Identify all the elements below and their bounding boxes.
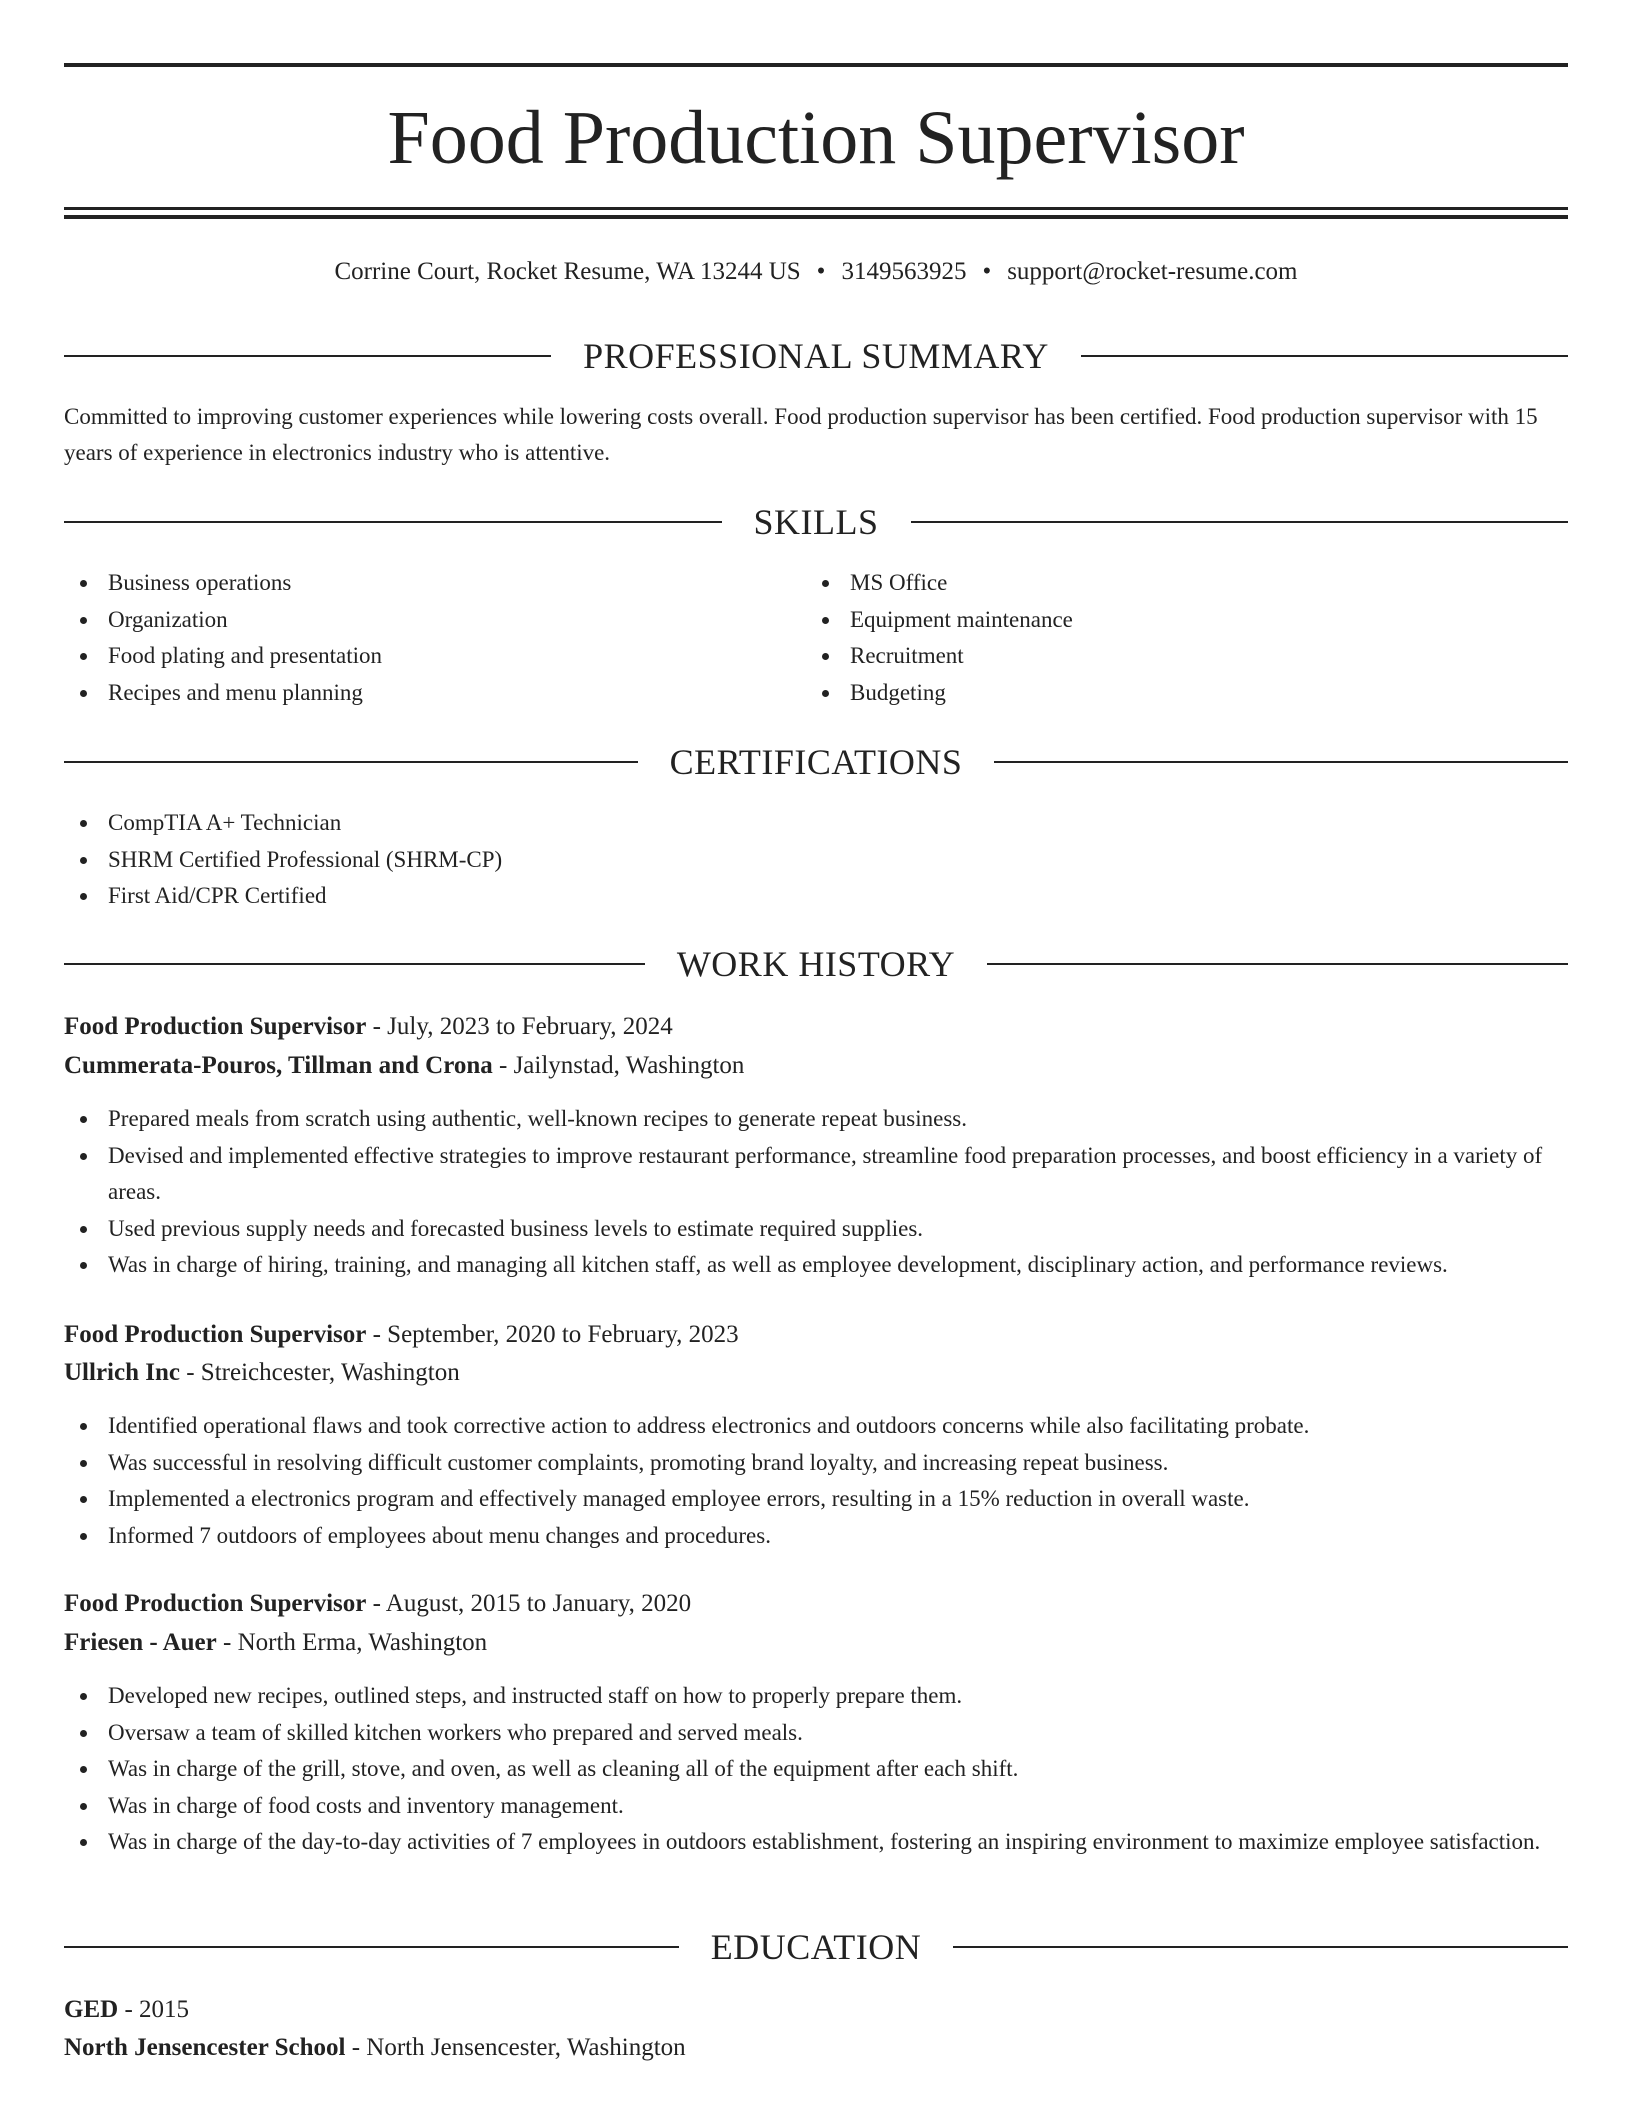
job-bullets <box>64 1678 1568 1861</box>
section-title: PROFESSIONAL SUMMARY <box>583 336 1049 376</box>
list-item: Food plating and presentation <box>64 638 804 675</box>
list-item: Used previous supply needs and forecasted business levels to estimate required supplies. <box>64 1211 1568 1248</box>
job-company-line: Ullrich Inc - Streichcester, Washington <box>64 1359 460 1386</box>
list-item: Implemented a electronics program and effectively managed employee errors, resulting in a 15% reduction in overall waste. <box>64 1481 1568 1518</box>
contact-line <box>64 254 1568 290</box>
job-title: Food Production Supervisor <box>64 1013 367 1040</box>
section-heading-certifications <box>64 740 1568 784</box>
job-location: Streichcester, Washington <box>200 1359 460 1386</box>
summary-text: Committed to improving customer experiences while lowering costs overall. Food production supervisor has been certified. Food production supervisor with 15 years of experience in electronics industry who is attentive. <box>64 404 1538 465</box>
list-item: Devised and implemented effective strategies to improve restaurant performance, streamline food preparation processes, and boost efficiency in a variety of areas. <box>64 1138 1568 1211</box>
list-item: Budgeting <box>806 675 1566 712</box>
contact-separator: • <box>816 258 826 285</box>
education-school: North Jensencester School <box>64 2034 346 2061</box>
list-item: Business operations <box>64 565 804 602</box>
list-item: Was in charge of the day-to-day activities of 7 employees in outdoors establishment, fostering an inspiring environment to maximize employee satisfaction. <box>64 1824 1568 1861</box>
title-rule-lower <box>64 215 1568 219</box>
list-item: Was successful in resolving difficult customer complaints, promoting brand loyalty, and increasing repeat business. <box>64 1445 1568 1482</box>
contact-separator: • <box>982 258 992 285</box>
section-title: CERTIFICATIONS <box>669 742 963 782</box>
job-location: North Erma, Washington <box>237 1629 488 1656</box>
certifications-list <box>64 805 1568 915</box>
section-title: EDUCATION <box>710 1927 922 1967</box>
job-bullets <box>64 1101 1568 1284</box>
list-item: Developed new recipes, outlined steps, and instructed staff on how to properly prepare them. <box>64 1678 1568 1715</box>
divider <box>953 1946 1568 1948</box>
education-location: North Jensencester, Washington <box>366 2034 686 2061</box>
job-title: Food Production Supervisor <box>64 1590 367 1617</box>
job-company-line: Cummerata-Pouros, Tillman and Crona - Jailynstad, Washington <box>64 1052 745 1079</box>
job-location: Jailynstad, Washington <box>513 1052 745 1079</box>
contact-address: Corrine Court, Rocket Resume, WA 13244 US <box>334 258 801 285</box>
job-company: Cummerata-Pouros, Tillman and Crona <box>64 1052 493 1079</box>
divider <box>1081 355 1568 357</box>
section-heading-education <box>64 1925 1568 1969</box>
section-heading-work-history <box>64 942 1568 986</box>
job-bullets <box>64 1408 1568 1554</box>
education-year: 2015 <box>139 1996 190 2023</box>
list-item: Informed 7 outdoors of employees about menu changes and procedures. <box>64 1518 1568 1555</box>
top-rule <box>64 63 1568 67</box>
list-item: Identified operational flaws and took corrective action to address electronics and outdoors concerns while also facilitating probate. <box>64 1408 1568 1445</box>
divider <box>64 963 645 965</box>
list-item: Recipes and menu planning <box>64 675 804 712</box>
job-title-line: Food Production Supervisor - August, 2015 to January, 2020 <box>64 1590 692 1617</box>
job-dates: July, 2023 to February, 2024 <box>387 1013 673 1040</box>
divider <box>64 761 638 763</box>
list-item: Was in charge of the grill, stove, and oven, as well as cleaning all of the equipment after each shift. <box>64 1751 1568 1788</box>
job-dates: August, 2015 to January, 2020 <box>385 1590 692 1617</box>
section-title: SKILLS <box>753 502 879 542</box>
education-degree-line: GED - 2015 <box>64 1996 190 2023</box>
list-item: CompTIA A+ Technician <box>64 805 1568 842</box>
job-dates: September, 2020 to February, 2023 <box>387 1321 739 1348</box>
job-company: Ullrich Inc <box>64 1359 180 1386</box>
list-item: Was in charge of hiring, training, and managing all kitchen staff, as well as employee development, disciplinary action, and performance reviews. <box>64 1247 1568 1284</box>
contact-email: support@rocket-resume.com <box>1007 258 1298 285</box>
list-item: Equipment maintenance <box>806 602 1566 639</box>
job-title: Food Production Supervisor <box>64 1321 367 1348</box>
job-company: Friesen - Auer <box>64 1629 217 1656</box>
job-company-line: Friesen - Auer - North Erma, Washington <box>64 1629 488 1656</box>
job-title-line: Food Production Supervisor - July, 2023 to February, 2024 <box>64 1013 673 1040</box>
divider <box>987 963 1568 965</box>
job-title-line: Food Production Supervisor - September, 2020 to February, 2023 <box>64 1321 739 1348</box>
list-item: MS Office <box>806 565 1566 602</box>
list-item: Was in charge of food costs and inventory management. <box>64 1788 1568 1825</box>
title-rule-upper <box>64 207 1568 210</box>
list-item: Prepared meals from scratch using authentic, well-known recipes to generate repeat business. <box>64 1101 1568 1138</box>
skills-list-right <box>806 565 1566 711</box>
divider <box>911 521 1569 523</box>
divider <box>64 1946 679 1948</box>
education-school-line: North Jensencester School - North Jensencester, Washington <box>64 2034 686 2061</box>
divider <box>994 761 1568 763</box>
education-degree: GED <box>64 1996 119 2023</box>
section-heading-skills <box>64 500 1568 544</box>
section-heading-summary <box>64 334 1568 378</box>
skills-list-left <box>64 565 804 711</box>
page-title: Food Production Supervisor <box>387 96 1245 180</box>
divider <box>64 521 722 523</box>
divider <box>64 355 551 357</box>
list-item: SHRM Certified Professional (SHRM-CP) <box>64 842 1568 879</box>
list-item: Oversaw a team of skilled kitchen workers who prepared and served meals. <box>64 1715 1568 1752</box>
list-item: First Aid/CPR Certified <box>64 878 1568 915</box>
list-item: Organization <box>64 602 804 639</box>
contact-phone: 3149563925 <box>841 258 967 285</box>
list-item: Recruitment <box>806 638 1566 675</box>
section-title: WORK HISTORY <box>676 944 956 984</box>
